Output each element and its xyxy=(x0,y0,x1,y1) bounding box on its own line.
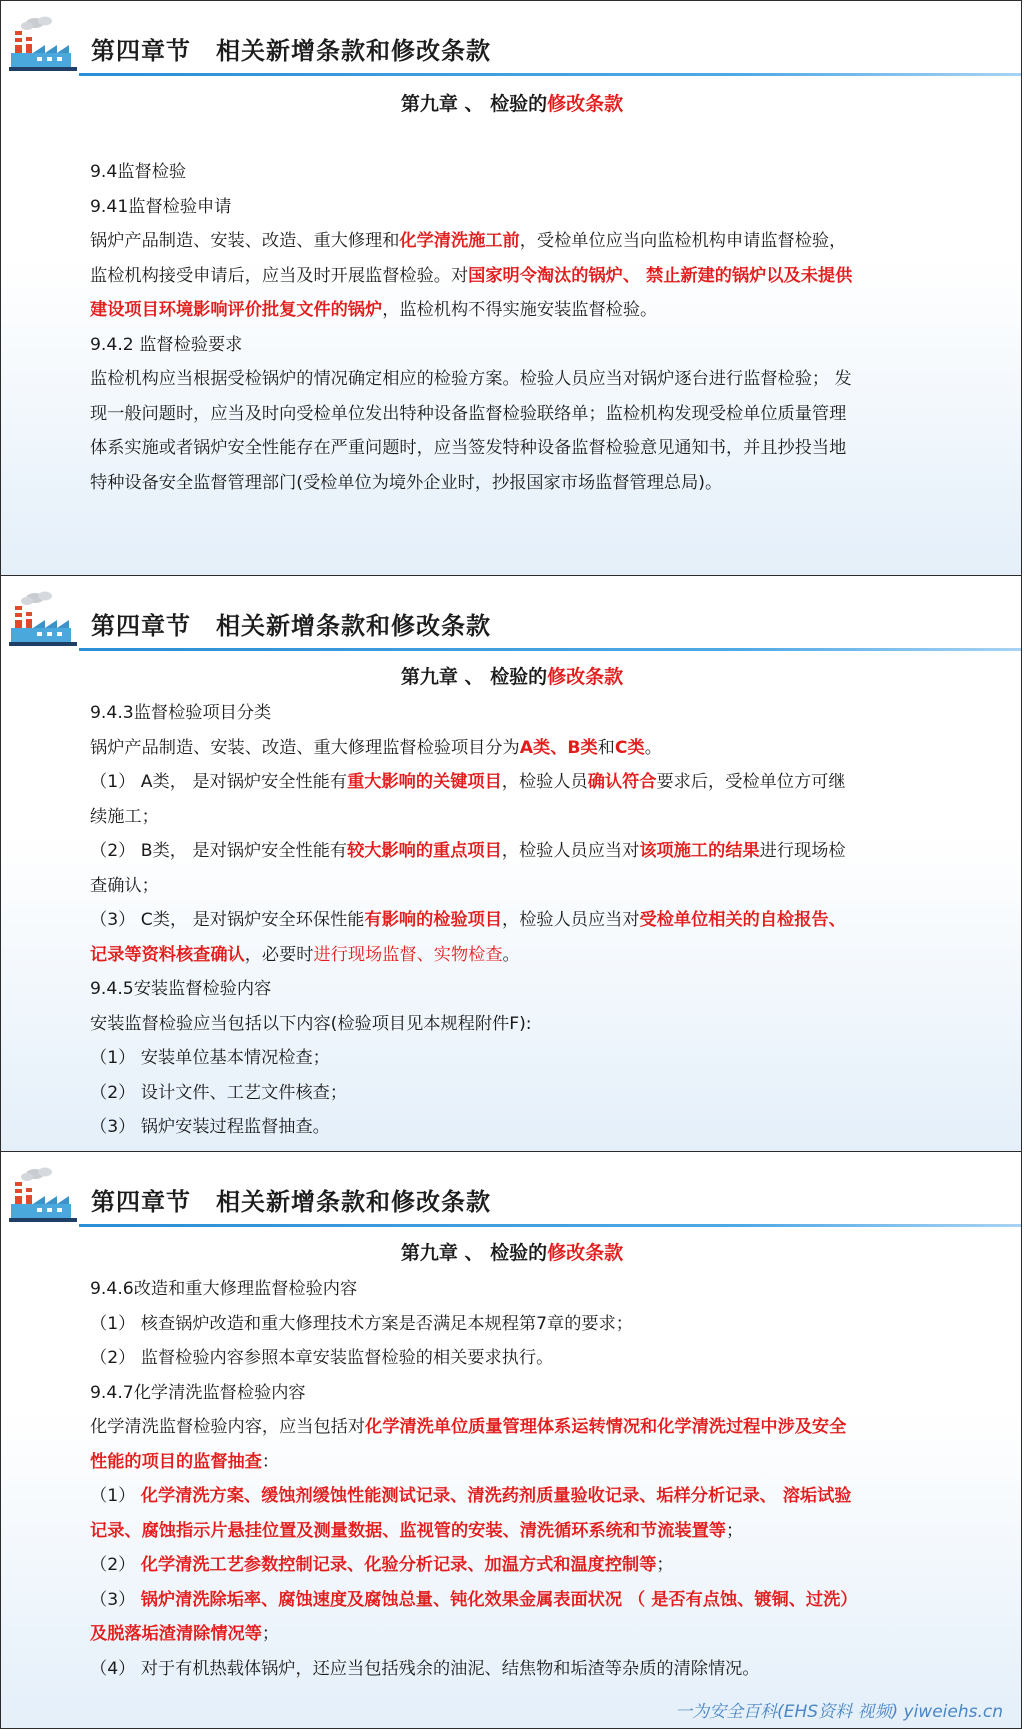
slide-header xyxy=(1,1,1022,77)
subtitle-highlight: 修改条款 xyxy=(547,93,624,115)
text-line: 特种设备安全监督管理部门(受检单位为境外企业时，抄报国家市场监督管理总局)。 xyxy=(90,472,723,493)
text-line: 续施工； xyxy=(90,806,159,827)
subtitle-prefix: 第九章 、 检验的 xyxy=(400,1242,548,1264)
text-line: 化学清洗监督检验内容，应当包括对化学清洗单位质量管理体系运转情况和化学清洗过程中涉及安全 xyxy=(90,1417,847,1437)
text-line: 锅炉产品制造、安装、改造、重大修理和化学清洗施工前，受检单位应当向监检机构申请监督检验， xyxy=(90,231,847,251)
text-line: 9.4.2 监督检验要求 xyxy=(90,334,243,355)
text-line: （3） C类， 是对锅炉安全环保性能有影响的检验项目，检验人员应当对受检单位相关的自检报告、 xyxy=(90,910,846,930)
header-rule xyxy=(79,648,1022,651)
text-line: 9.41监督检验申请 xyxy=(90,196,232,217)
text-line: （2） 化学清洗工艺参数控制记录、化验分析记录、加温方式和温度控制等； xyxy=(90,1555,674,1575)
text-line: （2） 监督检验内容参照本章安装监督检验的相关要求执行。 xyxy=(90,1348,554,1368)
text-line: 9.4监督检验 xyxy=(90,162,187,182)
text-line: 建设项目环境影响评价批复文件的锅炉，监检机构不得实施安装监督检验。 xyxy=(90,300,658,320)
header-title: 第四章节 相关新增条款和修改条款 xyxy=(91,1188,491,1216)
slide-body xyxy=(90,1272,940,1686)
text-line: 记录等资料核查确认，必要时进行现场监督、实物检查。 xyxy=(90,944,520,965)
watermark: 一为安全百科(EHS资料 视频) yiweiehs.cn xyxy=(675,1702,1003,1722)
text-line: 及脱落垢渣清除情况等； xyxy=(90,1624,280,1644)
text-line: （4） 对于有机热载体锅炉，还应当包括残余的油泥、结焦物和垢渣等杂质的清除情况。 xyxy=(90,1658,760,1679)
slide-1 xyxy=(0,0,1022,576)
text-line: 9.4.3监督检验项目分类 xyxy=(90,703,272,723)
header-title: 第四章节 相关新增条款和修改条款 xyxy=(91,37,491,65)
text-line: （1） 安装单位基本情况检查； xyxy=(90,1048,330,1068)
section-subtitle xyxy=(1,662,1022,689)
text-line: （3） 锅炉安装过程监督抽查。 xyxy=(90,1117,330,1137)
slide-header xyxy=(1,1152,1022,1228)
text-line: 现一般问题时，应当及时向受检单位发出特种设备监督检验联络单；监检机构发现受检单位质量管理 xyxy=(90,403,847,424)
slide-body xyxy=(90,155,940,500)
text-line: （1） 化学清洗方案、缓蚀剂缓蚀性能测试记录、清洗药剂质量验收记录、垢样分析记录、 溶垢试验 xyxy=(90,1486,852,1506)
section-subtitle xyxy=(1,89,1022,116)
text-line: 查确认； xyxy=(90,875,159,896)
subtitle-highlight: 修改条款 xyxy=(547,666,624,688)
header-rule xyxy=(79,73,1022,76)
text-line: 9.4.6改造和重大修理监督检验内容 xyxy=(90,1279,358,1299)
text-line: 锅炉产品制造、安装、改造、重大修理监督检验项目分为A类、B类和C类。 xyxy=(90,737,662,758)
text-line: （2） B类， 是对锅炉安全性能有较大影响的重点项目，检验人员应当对该项施工的结果进行现场检 xyxy=(90,841,846,861)
slide-body xyxy=(90,696,940,1145)
text-line: 9.4.7化学清洗监督检验内容 xyxy=(90,1382,306,1403)
section-subtitle xyxy=(1,1238,1022,1265)
header-title: 第四章节 相关新增条款和修改条款 xyxy=(91,612,491,640)
text-line: 监检机构接受申请后，应当及时开展监督检验。对国家明令淘汰的锅炉、 禁止新建的锅炉以及未提供 xyxy=(90,265,853,286)
subtitle-prefix: 第九章 、 检验的 xyxy=(400,93,548,115)
factory-icon xyxy=(9,15,79,73)
text-line: 安装监督检验应当包括以下内容(检验项目见本规程附件F): xyxy=(90,1013,532,1034)
header-rule xyxy=(79,1224,1022,1227)
text-line: （1） A类， 是对锅炉安全性能有重大影响的关键项目，检验人员确认符合要求后，受检单位方可继 xyxy=(90,772,846,792)
factory-icon xyxy=(9,590,79,648)
factory-icon xyxy=(9,1166,79,1224)
text-line: 记录、腐蚀指示片悬挂位置及测量数据、监视管的安装、清洗循环系统和节流装置等； xyxy=(90,1520,744,1541)
text-line: （1） 核查锅炉改造和重大修理技术方案是否满足本规程第7章的要求； xyxy=(90,1313,633,1334)
text-line: 性能的项目的监督抽查： xyxy=(90,1451,280,1472)
subtitle-prefix: 第九章 、 检验的 xyxy=(400,666,548,688)
subtitle-highlight: 修改条款 xyxy=(547,1242,624,1264)
slide-3 xyxy=(0,1152,1022,1729)
text-line: 9.4.5安装监督检验内容 xyxy=(90,979,272,999)
text-line: （3） 锅炉清洗除垢率、腐蚀速度及腐蚀总量、钝化效果金属表面状况 （ 是否有点蚀、镀铜、过洗） xyxy=(90,1589,858,1610)
text-line: （2） 设计文件、工艺文件核查； xyxy=(90,1082,348,1103)
slide-2 xyxy=(0,576,1022,1152)
slide-header xyxy=(1,576,1022,652)
text-line: 体系实施或者锅炉安全性能存在严重问题时，应当签发特种设备监督检验意见通知书，并且抄投当地 xyxy=(90,438,847,458)
text-line: 监检机构应当根据受检锅炉的情况确定相应的检验方案。检验人员应当对锅炉逐台进行监督检验； 发 xyxy=(90,369,852,389)
